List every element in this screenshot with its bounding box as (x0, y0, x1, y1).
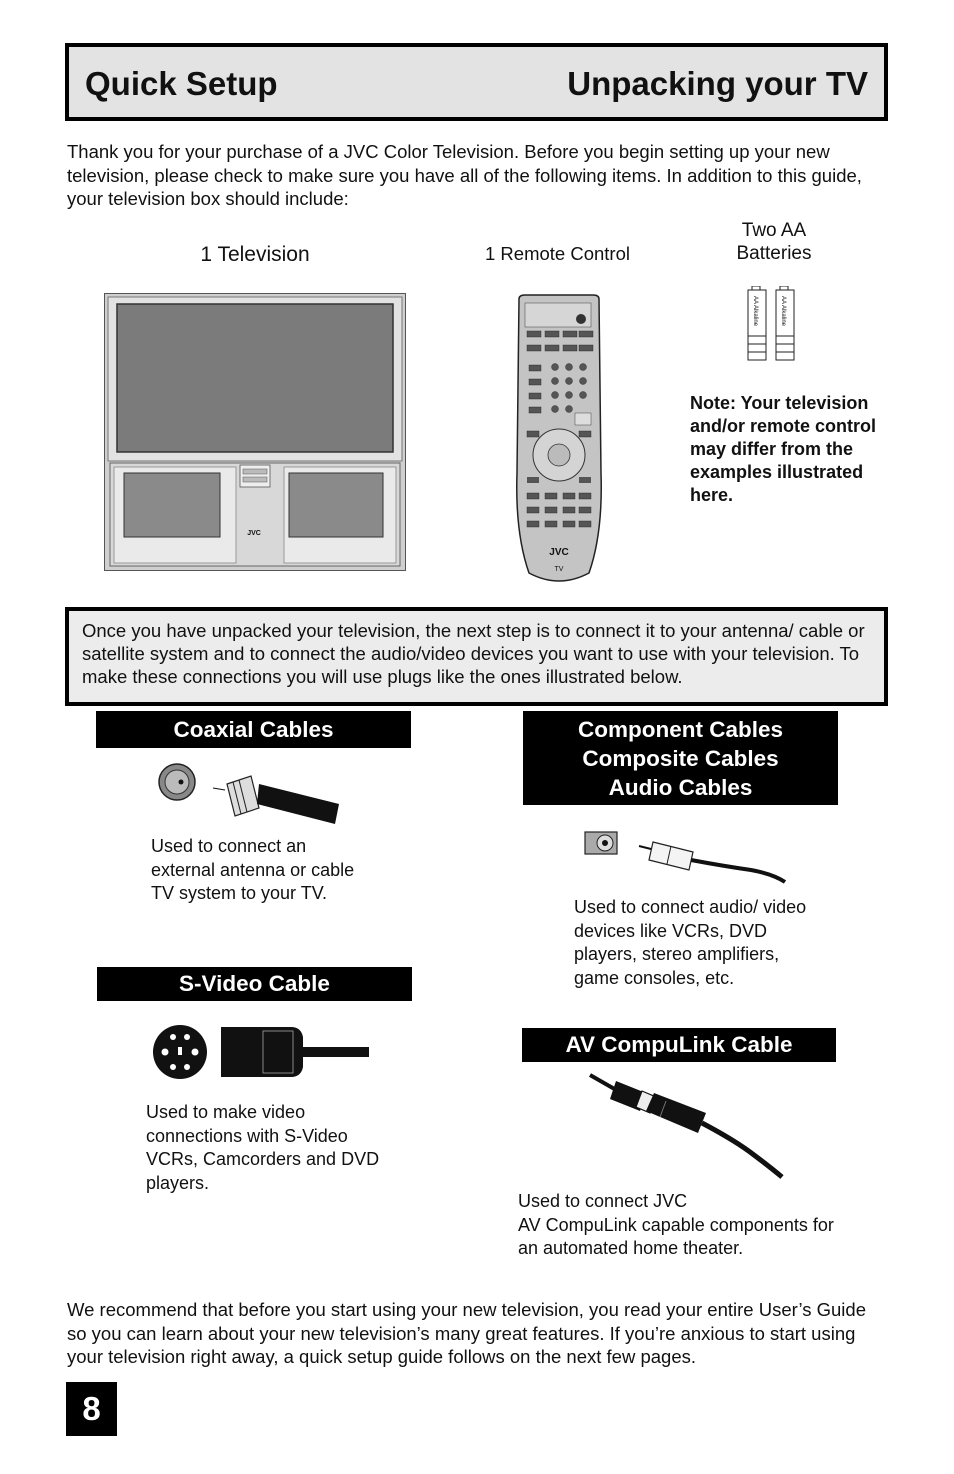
remote-brand-logo: JVC (549, 547, 569, 558)
intro-paragraph: Thank you for your purchase of a JVC Color Television. Before you begin setting up your new television, please check to make sure you have all of the following items. In addition to this guide, your television box should include: (67, 141, 862, 209)
av-compulink-cable-heading: AV CompuLink Cable (522, 1028, 836, 1062)
rca-cable-illustration (583, 826, 789, 888)
av-compulink-description (518, 1190, 848, 1261)
composite-heading-line-2: Composite Cables (582, 745, 779, 771)
page-number: 8 (66, 1382, 117, 1436)
television-label: 1 Television (200, 243, 310, 266)
batteries-label: Two AA Batteries (736, 220, 812, 264)
coaxial-cable-illustration (155, 762, 345, 832)
closing-paragraph: We recommend that before you start using your new television, you read your entire User’s Guide so you can learn about your new television’s many great features. If you’re anxious to start using your television right away, a quick setup guide follows on the next few pages. (67, 1299, 866, 1367)
batteries-illustration (745, 286, 801, 362)
svideo-cable-illustration (151, 1023, 371, 1081)
connection-intro-box (65, 607, 888, 706)
connection-intro-text: Once you have unpacked your television, the next step is to connect it to your antenna/ cable or satellite system and to connect the audio/video devices you want to use with your television. To make these connections you will use plugs like the ones illustrated below. (82, 620, 865, 687)
remote-control-illustration (513, 293, 605, 584)
note-text: Note: Your television and/or remote control may differ from the examples illustrated here. (690, 393, 877, 505)
svideo-cable-heading: S-Video Cable (97, 967, 412, 1001)
coaxial-cables-heading: Coaxial Cables (96, 711, 411, 748)
page-header (65, 43, 888, 121)
svideo-description: Used to make video connections with S-Video VCRs, Camcorders and DVD players. (146, 1102, 380, 1193)
component-cables-heading (523, 711, 838, 805)
television-illustration (104, 293, 406, 571)
av-compulink-cable-illustration (586, 1071, 786, 1181)
battery-2-label: AA Alkaline (780, 296, 786, 327)
av-compulink-desc-line-2: AV CompuLink capable components for an automated home theater. (518, 1214, 834, 1258)
component-description: Used to connect audio/ video devices like VCRs, DVD players, stereo amplifiers, game consoles, etc. (574, 897, 807, 988)
coaxial-description: Used to connect an external antenna or cable TV system to your TV. (151, 836, 355, 903)
remote-tv-label: TV (554, 566, 564, 573)
av-compulink-desc-line-1: Used to connect JVC (518, 1191, 688, 1211)
section-title: Quick Setup (85, 65, 278, 102)
audio-heading-line-3: Audio Cables (608, 774, 753, 800)
tv-brand-logo: JVC (247, 530, 261, 537)
remote-label: 1 Remote Control (485, 243, 630, 264)
component-heading-line-1: Component Cables (577, 716, 784, 742)
page-title: Unpacking your TV (567, 65, 868, 102)
battery-1-label: AA Alkaline (752, 296, 758, 327)
